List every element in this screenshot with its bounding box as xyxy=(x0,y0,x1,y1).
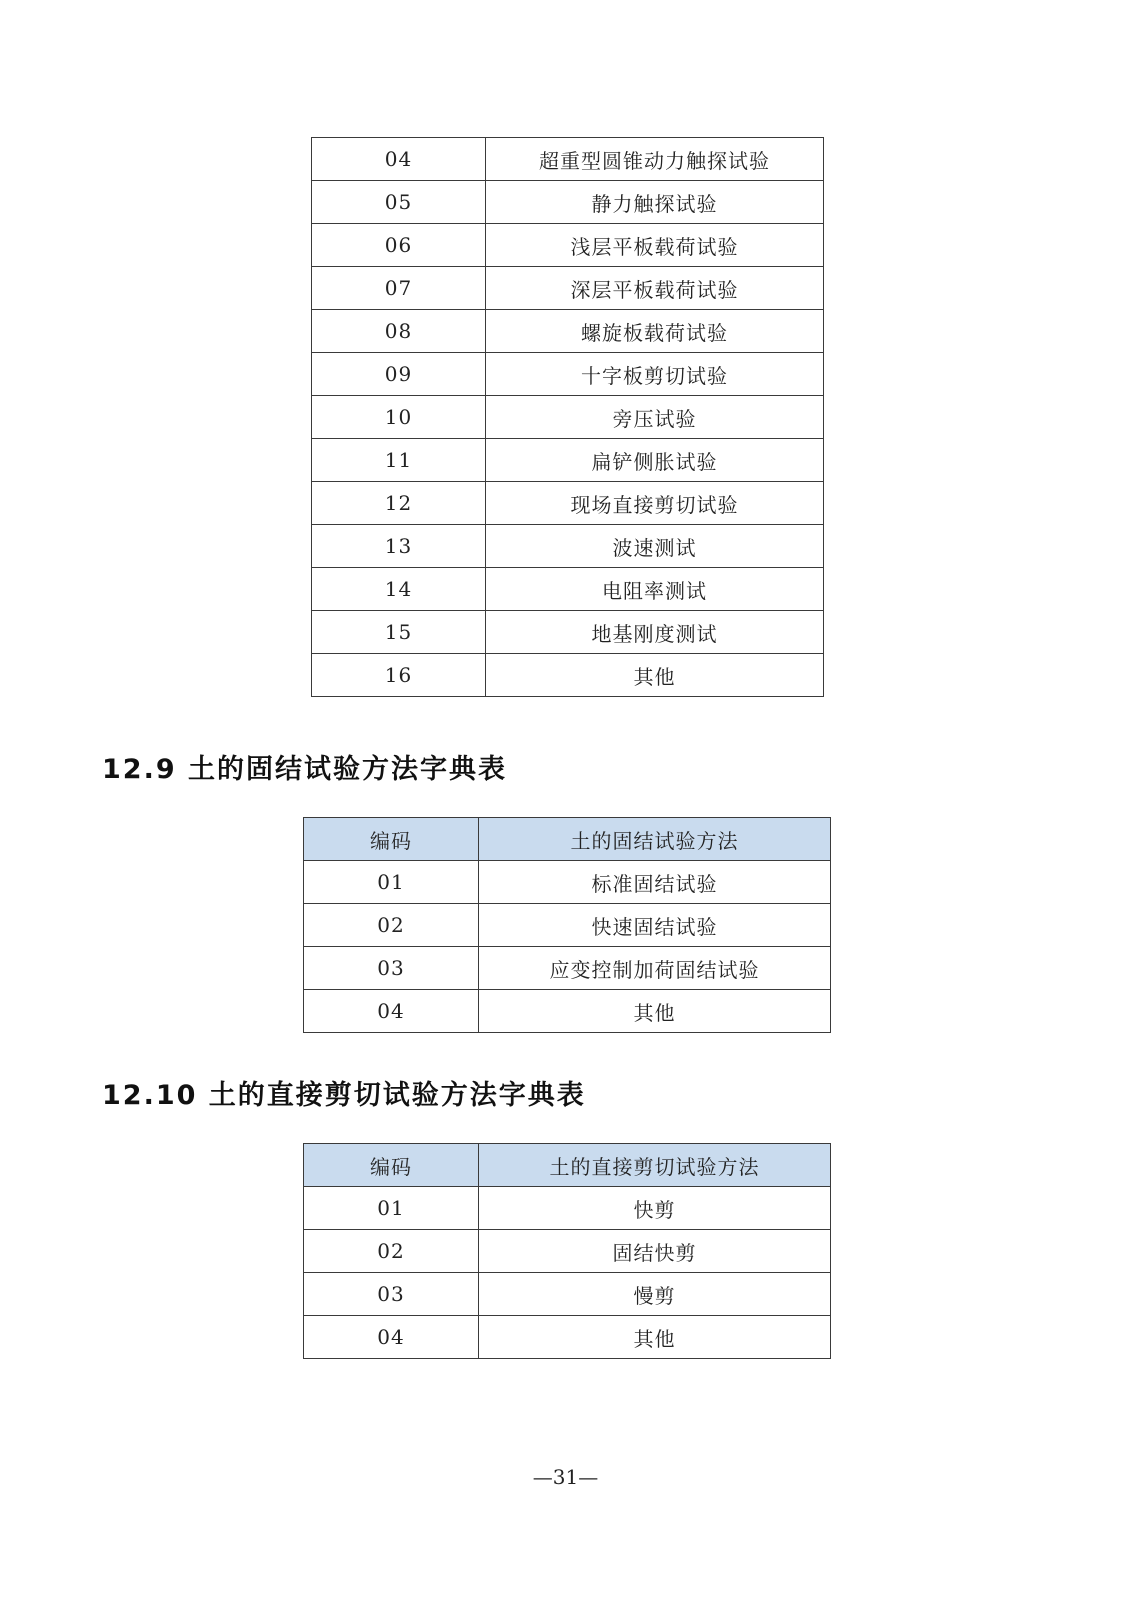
column-header-method: 土的固结试验方法 xyxy=(479,818,831,861)
table-row xyxy=(312,611,824,654)
table-header xyxy=(304,818,831,861)
code-cell: 01 xyxy=(304,861,479,904)
table-row xyxy=(312,353,824,396)
method-cell: 固结快剪 xyxy=(479,1230,831,1273)
code-cell: 03 xyxy=(304,947,479,990)
table-row xyxy=(304,1273,831,1316)
table-row xyxy=(304,947,831,990)
code-cell: 02 xyxy=(304,1230,479,1273)
table-body xyxy=(304,861,831,1033)
code-cell: 14 xyxy=(312,568,486,611)
code-cell: 12 xyxy=(312,482,486,525)
page-number: —31— xyxy=(532,1465,599,1489)
method-cell: 扁铲侧胀试验 xyxy=(486,439,824,482)
method-cell: 螺旋板载荷试验 xyxy=(486,310,824,353)
table-row xyxy=(312,310,824,353)
method-cell: 其他 xyxy=(486,654,824,697)
table-row xyxy=(312,181,824,224)
table-row xyxy=(312,224,824,267)
method-cell: 十字板剪切试验 xyxy=(486,353,824,396)
code-cell: 05 xyxy=(312,181,486,224)
code-cell: 15 xyxy=(312,611,486,654)
in-situ-test-method-table-continued xyxy=(311,137,824,697)
method-cell: 标准固结试验 xyxy=(479,861,831,904)
table-row xyxy=(312,525,824,568)
column-header-code: 编码 xyxy=(304,1144,479,1187)
code-cell: 08 xyxy=(312,310,486,353)
code-cell: 04 xyxy=(312,138,486,181)
code-cell: 09 xyxy=(312,353,486,396)
method-cell: 深层平板载荷试验 xyxy=(486,267,824,310)
method-cell: 静力触探试验 xyxy=(486,181,824,224)
method-cell: 快速固结试验 xyxy=(479,904,831,947)
table-row xyxy=(312,396,824,439)
table-row xyxy=(304,990,831,1033)
code-cell: 10 xyxy=(312,396,486,439)
code-cell: 01 xyxy=(304,1187,479,1230)
method-cell: 浅层平板载荷试验 xyxy=(486,224,824,267)
table-row xyxy=(312,267,824,310)
table-body xyxy=(304,1187,831,1359)
column-header-method: 土的直接剪切试验方法 xyxy=(479,1144,831,1187)
table-header xyxy=(304,1144,831,1187)
code-cell: 04 xyxy=(304,1316,479,1359)
code-cell: 02 xyxy=(304,904,479,947)
section-heading-12-9: 12.9 土的固结试验方法字典表 xyxy=(102,754,508,785)
table-row xyxy=(304,904,831,947)
column-header-code: 编码 xyxy=(304,818,479,861)
header-row xyxy=(304,818,831,861)
method-cell: 电阻率测试 xyxy=(486,568,824,611)
method-cell: 现场直接剪切试验 xyxy=(486,482,824,525)
code-cell: 13 xyxy=(312,525,486,568)
code-cell: 11 xyxy=(312,439,486,482)
table-row xyxy=(304,1316,831,1359)
code-cell: 04 xyxy=(304,990,479,1033)
method-cell: 其他 xyxy=(479,1316,831,1359)
table-row xyxy=(304,1230,831,1273)
code-cell: 06 xyxy=(312,224,486,267)
header-row xyxy=(304,1144,831,1187)
method-cell: 应变控制加荷固结试验 xyxy=(479,947,831,990)
method-cell: 快剪 xyxy=(479,1187,831,1230)
code-cell: 07 xyxy=(312,267,486,310)
table-row xyxy=(304,861,831,904)
table-row xyxy=(312,654,824,697)
method-cell: 超重型圆锥动力触探试验 xyxy=(486,138,824,181)
method-cell: 慢剪 xyxy=(479,1273,831,1316)
table-row xyxy=(312,138,824,181)
section-heading-12-10: 12.10 土的直接剪切试验方法字典表 xyxy=(102,1080,586,1111)
table-row xyxy=(312,568,824,611)
method-cell: 其他 xyxy=(479,990,831,1033)
table-row xyxy=(312,482,824,525)
method-cell: 地基刚度测试 xyxy=(486,611,824,654)
code-cell: 16 xyxy=(312,654,486,697)
consolidation-test-method-table xyxy=(303,817,831,1033)
method-cell: 波速测试 xyxy=(486,525,824,568)
method-cell: 旁压试验 xyxy=(486,396,824,439)
table-row xyxy=(304,1187,831,1230)
table-row xyxy=(312,439,824,482)
direct-shear-test-method-table xyxy=(303,1143,831,1359)
code-cell: 03 xyxy=(304,1273,479,1316)
table-body xyxy=(312,138,824,697)
